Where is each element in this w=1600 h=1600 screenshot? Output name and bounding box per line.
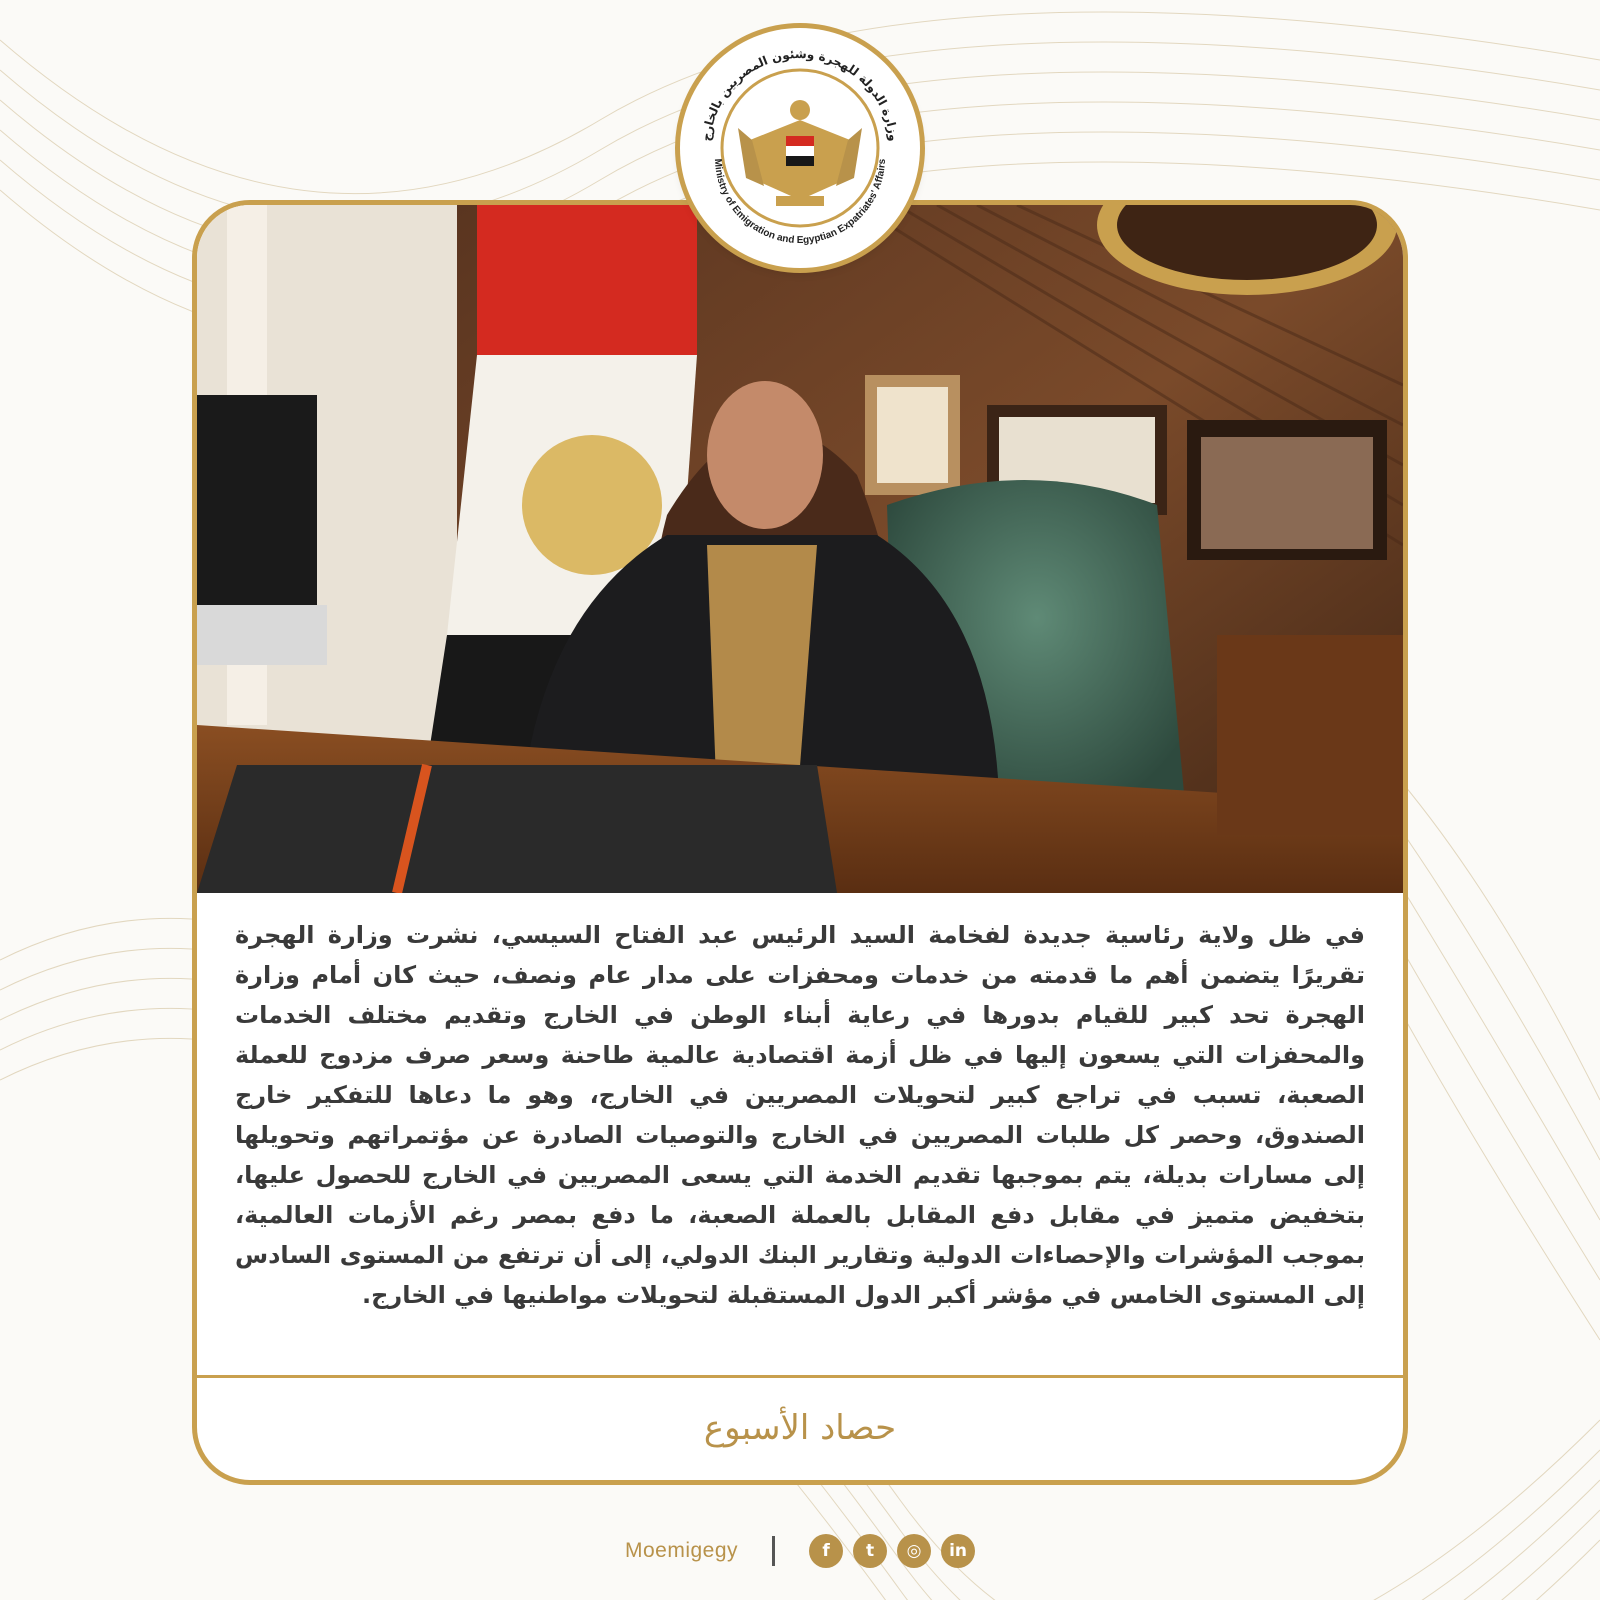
ministry-logo xyxy=(680,28,920,268)
article-paragraph: في ظل ولاية رئاسية جديدة لفخامة السيد الرئيس عبد الفتاح السيسي، نشرت وزارة الهجرة تقريرًا يتضمن أهم ما قدمته من خدمات ومحفزات على مدار عام ونصف، حيث كان أمام وزارة الهجرة تحد كبير للقيام بدورها في رعاية أبناء الوطن في الخارج وتقديم مختلف الخدمات والمحفزات التي يسعون إليها في ظل أزمة اقتصادية عالمية طاحنة وسعر صرف مزدوج للعملة الصعبة، تسبب في تراجع كبير لتحويلات المصريين في الخارج، وهو ما دعاها للتفكير خارج الصندوق، وحصر كل طلبات المصريين في الخارج والتوصيات الصادرة عن مؤتمراتهم وتحويلها إلى مسارات بديلة، يتم بموجبها تقديم الخدمة التي يسعى المصريين في الخارج للحصول عليها، بتخفيض متميز في مقابل دفع المقابل بالعملة الصعبة، ما دفع بمصر رغم الأزمات العالمية، بموجب المؤشرات والإحصاءات الدولية وتقارير البنك الدولي، إلى أن ترتفع من المستوى السادس إلى المستوى الخامس في مؤشر أكبر الدول المستقبلة لتحويلات مواطنيها في الخارج. xyxy=(235,921,1365,1309)
card-divider xyxy=(197,1375,1403,1378)
footer-separator xyxy=(772,1536,775,1566)
content-card xyxy=(192,200,1408,1485)
logo-ring-text-ar: وزارة الدولة للهجرة وشئون المصريين بالخارج xyxy=(699,46,901,142)
facebook-icon[interactable]: f xyxy=(809,1534,843,1568)
instagram-icon[interactable]: ◎ xyxy=(897,1534,931,1568)
social-footer xyxy=(0,1528,1600,1574)
linkedin-icon[interactable]: in xyxy=(941,1534,975,1568)
logo-ring-text-en: Ministry of Emigration and Egyptian Expatriates' Affairs xyxy=(711,158,889,247)
minister-photo xyxy=(197,205,1403,893)
social-icons xyxy=(809,1534,975,1568)
twitter-icon[interactable]: t xyxy=(853,1534,887,1568)
card-footer-title: حصاد الأسبوع xyxy=(703,1408,897,1448)
social-handle[interactable]: Moemigegy xyxy=(624,1539,739,1562)
